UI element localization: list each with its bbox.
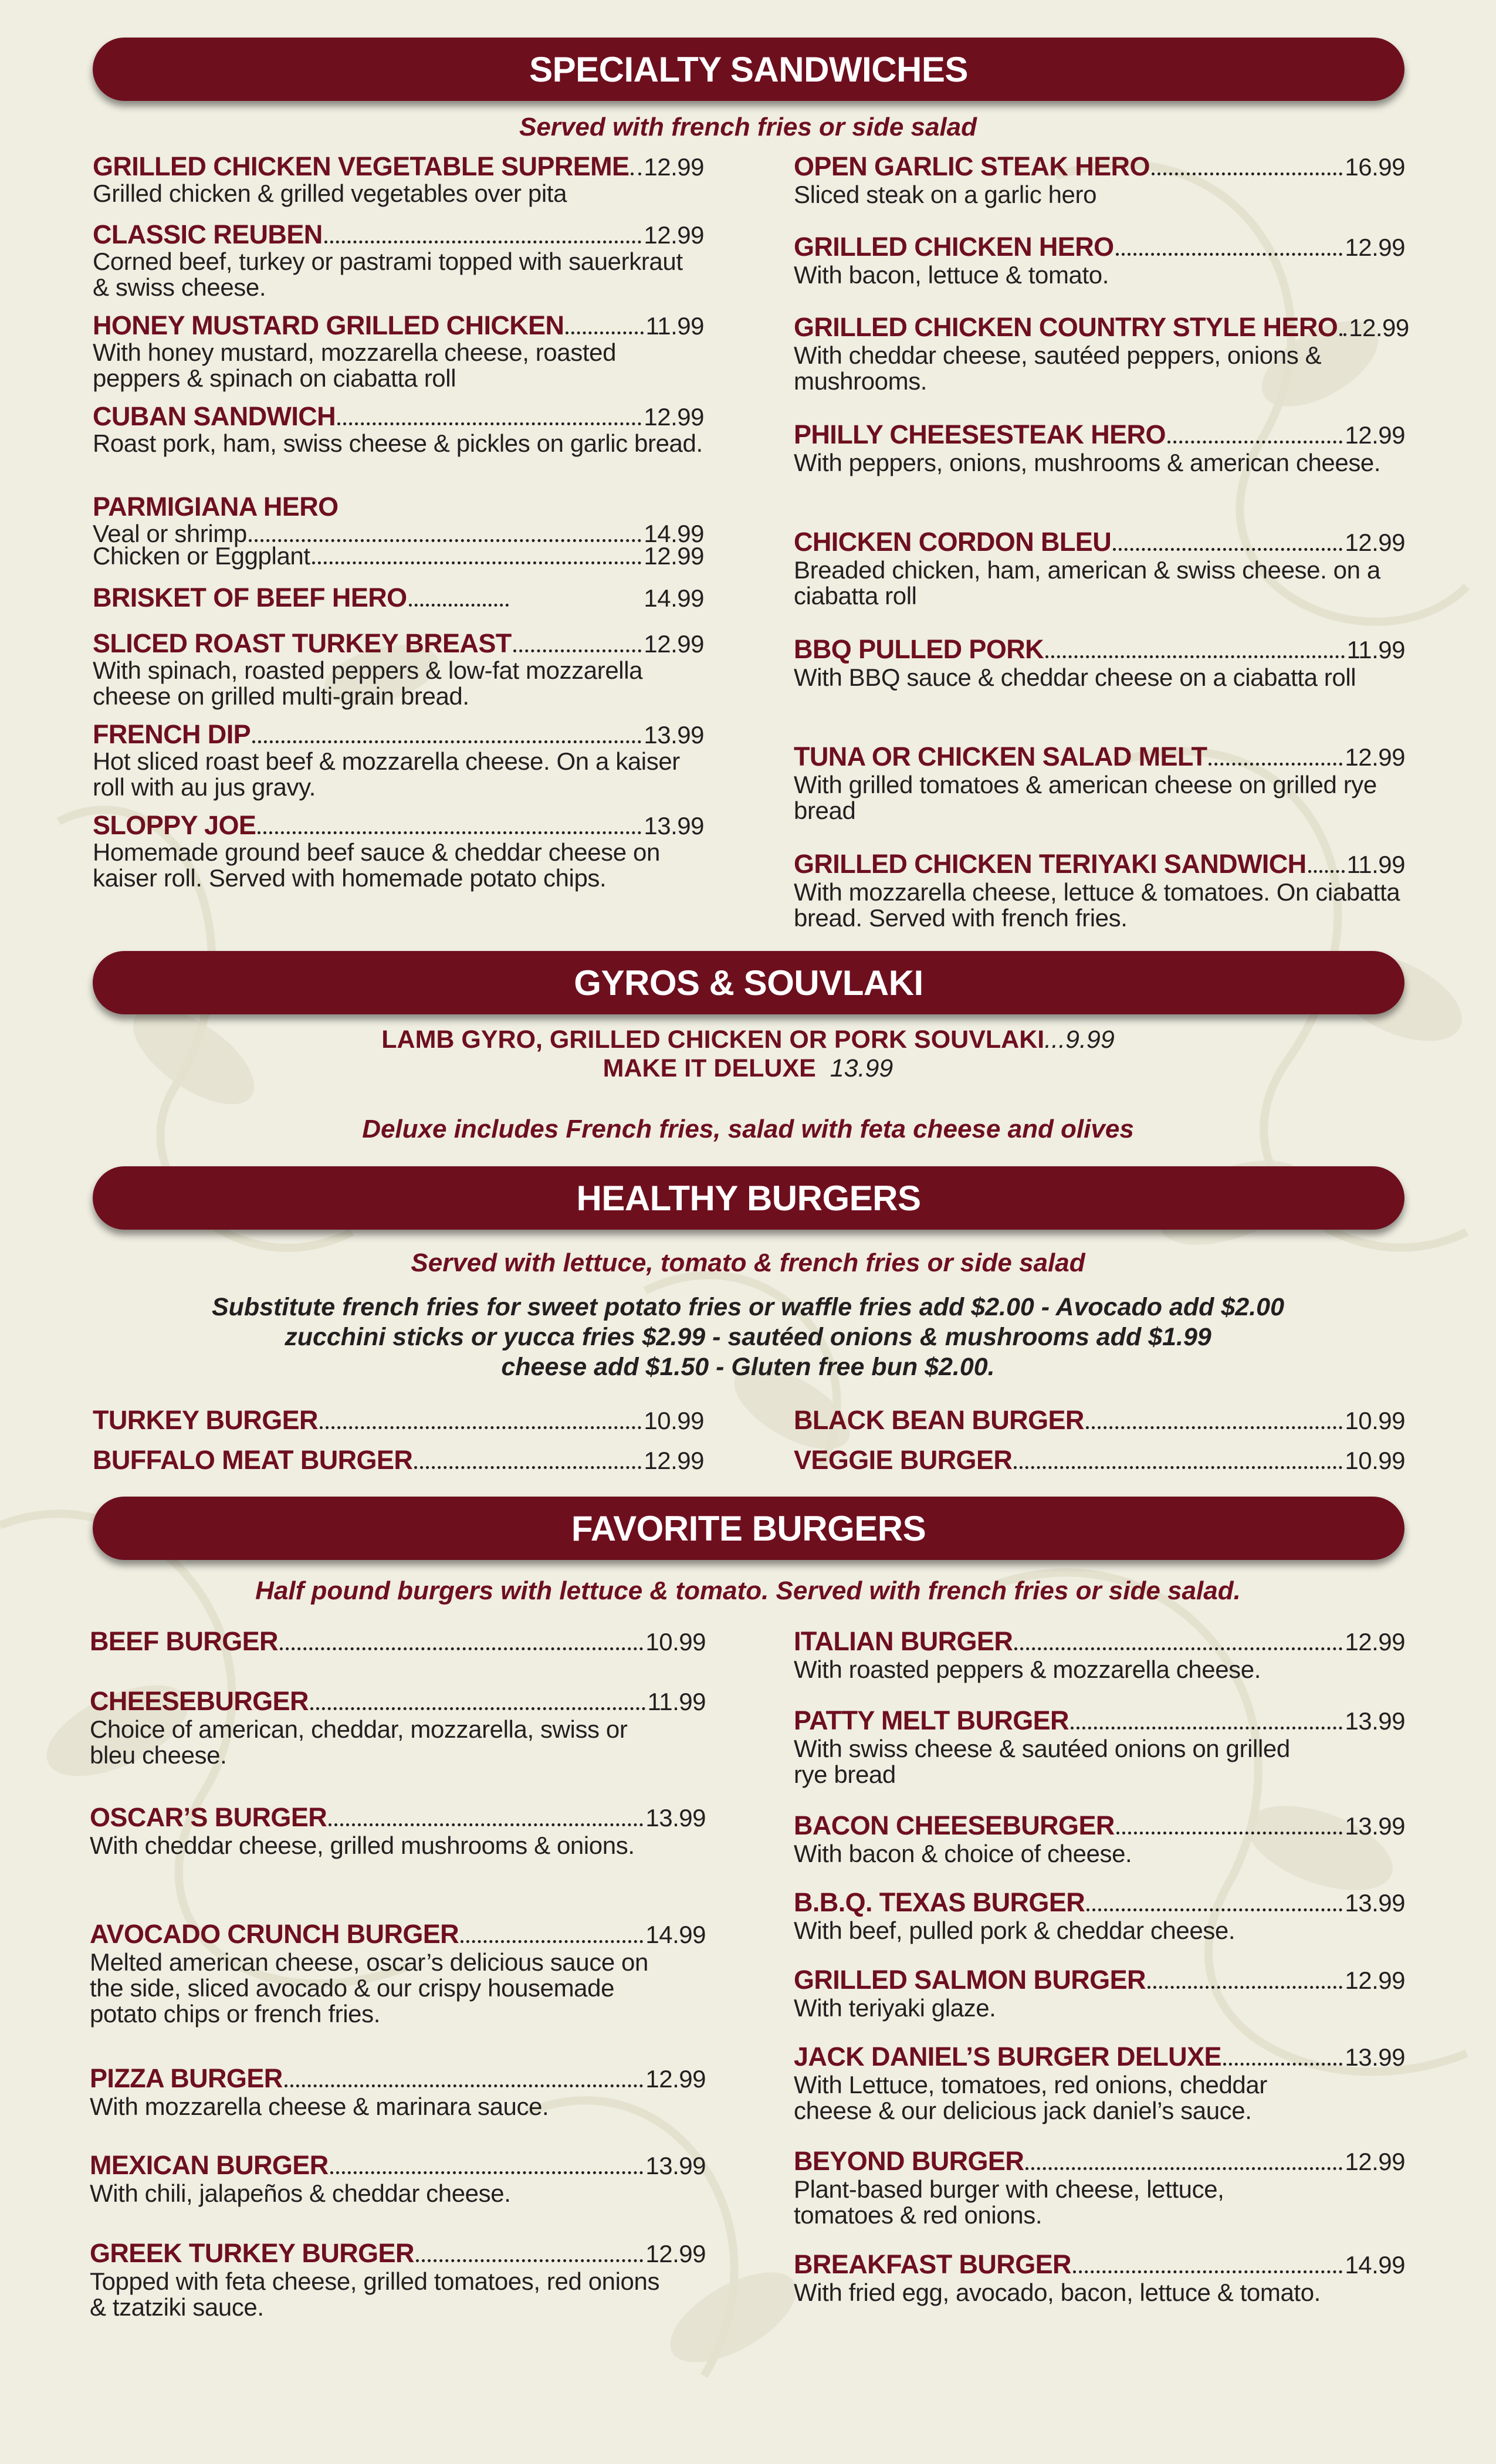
- menu-item: [93, 151, 704, 207]
- deluxe-line: [0, 1054, 1496, 1083]
- menu-item: [93, 492, 704, 570]
- menu-item: [90, 1686, 706, 1768]
- item-price: 13.99: [1345, 2043, 1405, 2071]
- menu-item: [93, 219, 704, 300]
- item-name: OSCAR’S BURGER: [90, 1802, 327, 1832]
- dot-leader: [312, 561, 642, 564]
- item-name: TUNA OR CHICKEN SALAD MELT: [794, 742, 1207, 771]
- menu-item: [93, 719, 704, 800]
- dot-leader: [324, 241, 642, 243]
- item-description: Breaded chicken, ham, american & swiss cheese. on a ciabatta roll: [794, 556, 1380, 610]
- item-description: With roasted peppers & mozzarella cheese.: [794, 1656, 1261, 1683]
- menu-item: [794, 151, 1405, 208]
- item-name: SLOPPY JOE: [93, 810, 256, 840]
- item-price: 14.99: [644, 584, 704, 612]
- menu-item: [90, 2150, 706, 2206]
- dot-leader: [337, 422, 641, 425]
- item-description: With beef, pulled pork & cheddar cheese.: [794, 1917, 1236, 1944]
- dot-leader: [409, 604, 509, 607]
- menu-item: [794, 2042, 1405, 2124]
- menu-item: [794, 312, 1409, 395]
- menu-item: [93, 1405, 704, 1436]
- item-price: 13.99: [1345, 1812, 1405, 1840]
- menu-item: [794, 527, 1405, 609]
- item-name: BACON CHEESEBURGER: [794, 1810, 1115, 1840]
- menu-item: [90, 2063, 706, 2120]
- item-price: 12.99: [1349, 314, 1409, 341]
- item-price: 10.99: [1345, 1407, 1405, 1434]
- item-name: HONEY MUSTARD GRILLED CHICKEN: [93, 310, 564, 340]
- banner-favorite-burgers: [93, 1497, 1404, 1560]
- item-name: BRISKET OF BEEF HERO: [93, 583, 407, 612]
- item-price: 12.99: [1345, 743, 1405, 771]
- dot-leader: [1014, 1647, 1342, 1650]
- menu-item: [794, 1445, 1405, 1475]
- item-description: With mozzarella cheese & marinara sauce.: [90, 2093, 549, 2120]
- item-description: With fried egg, avocado, bacon, lettuce & tomato.: [794, 2279, 1321, 2306]
- dot-leader: [252, 740, 641, 743]
- deluxe-item: MAKE IT DELUXE: [603, 1054, 816, 1082]
- item-description: With teriyaki glaze.: [794, 1994, 996, 2022]
- substitution-note: Substitute french fries for sweet potato fries or waffle fries add $2.00 - Avocado add $2.00: [211, 1293, 1284, 1321]
- section-subtitle: Served with lettuce, tomato & french fries or side salad: [411, 1248, 1085, 1277]
- item-name: BUFFALO MEAT BURGER: [93, 1445, 413, 1475]
- item-description: Plant-based burger with cheese, lettuce, tomatoes & red onions.: [794, 2175, 1224, 2229]
- item-price: 11.99: [645, 312, 704, 340]
- section-title: HEALTHY BURGERS: [576, 1178, 921, 1218]
- substitution-note: cheese add $1.50 - Gluten free bun $2.00.: [501, 1353, 995, 1381]
- dot-leader: [631, 172, 641, 175]
- item-description: Choice of american, cheddar, mozzarella, swiss or bleu cheese.: [90, 1715, 628, 1769]
- item-name: PATTY MELT BURGER: [794, 1705, 1069, 1735]
- item-name: GRILLED CHICKEN COUNTRY STYLE HERO: [794, 312, 1338, 342]
- item-description: Roast pork, ham, swiss cheese & pickles on garlic bread.: [93, 429, 703, 457]
- item-name: FRENCH DIP: [93, 719, 251, 749]
- dot-leader: [566, 331, 643, 334]
- dot-leader: [1045, 655, 1344, 658]
- item-price: 12.99: [644, 153, 704, 181]
- dot-leader: [414, 1466, 641, 1469]
- item-description: Corned beef, turkey or pastrami topped with sauerkraut & swiss cheese.: [93, 248, 683, 301]
- item-price: 11.99: [1346, 851, 1405, 878]
- item-name: BBQ PULLED PORK: [794, 634, 1044, 664]
- substitution-note: zucchini sticks or yucca fries $2.99 - sautéed onions & mushrooms add $1.99: [285, 1323, 1211, 1351]
- item-price: 12.99: [645, 2065, 706, 2093]
- item-name: AVOCADO CRUNCH BURGER: [90, 1919, 459, 1949]
- gyro-note: Deluxe includes French fries, salad with feta cheese and olives: [362, 1115, 1134, 1143]
- menu-item: [93, 401, 704, 456]
- item-price: 12.99: [1345, 2148, 1405, 2175]
- dot-leader: [1223, 2063, 1342, 2066]
- item-price: 13.99: [645, 1804, 706, 1832]
- dot-leader: [416, 2259, 644, 2262]
- item-description: With chili, jalapeños & cheddar cheese.: [90, 2179, 511, 2207]
- item-price: 13.99: [644, 812, 704, 840]
- dot-leader: [1116, 253, 1343, 256]
- menu-item: [90, 2238, 706, 2320]
- item-description: With BBQ sauce & cheddar cheese on a ciabatta roll: [794, 664, 1356, 691]
- item-description: With cheddar cheese, sautéed peppers, onions & mushrooms.: [794, 341, 1322, 395]
- item-name: GREEK TURKEY BURGER: [90, 2238, 414, 2268]
- dot-leader: [513, 649, 642, 652]
- item-price: 13.99: [1345, 1707, 1405, 1735]
- item-description: Topped with feta cheese, grilled tomatoes, red onions & tzatziki sauce.: [90, 2267, 660, 2321]
- item-description: Sliced steak on a garlic hero: [794, 181, 1097, 208]
- dot-leader: [1071, 1727, 1342, 1729]
- item-price: 10.99: [1345, 1447, 1405, 1474]
- item-description: With peppers, onions, mushrooms & american cheese.: [794, 449, 1381, 476]
- menu-item: [93, 810, 704, 891]
- menu-item: [90, 1802, 706, 1859]
- dot-leader: [1209, 763, 1342, 766]
- item-price: 12.99: [644, 630, 704, 658]
- banner-healthy-burgers: [93, 1166, 1404, 1230]
- dot-leader: [1339, 333, 1346, 336]
- dot-leader: [330, 2171, 644, 2174]
- menu-item: [90, 1919, 706, 2027]
- dot-leader: [1086, 1426, 1343, 1429]
- dot-leader: [1308, 870, 1345, 873]
- item-name: PIZZA BURGER: [90, 2063, 283, 2093]
- item-price: 14.99: [645, 1921, 706, 1948]
- banner-specialty-sandwiches: [93, 38, 1404, 101]
- item-name: OPEN GARLIC STEAK HERO: [794, 151, 1150, 181]
- item-price: 14.99: [1345, 2251, 1405, 2279]
- item-name: GRILLED CHICKEN TERIYAKI SANDWICH: [794, 849, 1307, 879]
- item-price: 12.99: [644, 403, 704, 431]
- dot-leader: [461, 1940, 643, 1943]
- section-title: GYROS & SOUVLAKI: [574, 963, 923, 1003]
- item-name: GRILLED SALMON BURGER: [794, 1965, 1146, 1995]
- gyro-line: [0, 1025, 1496, 1054]
- item-description: Hot sliced roast beef & mozzarella cheese. On a kaiser roll with au jus gravy.: [93, 747, 680, 801]
- dot-leader: [1167, 441, 1343, 444]
- menu-item: [794, 742, 1405, 824]
- item-name: B.B.Q. TEXAS BURGER: [794, 1887, 1085, 1917]
- dot-leader: [329, 1823, 643, 1826]
- dot-leader: [1116, 1832, 1343, 1835]
- item-description: With spinach, roasted peppers & low-fat mozzarella cheese on grilled multi-grain bread.: [93, 656, 643, 710]
- item-name: BEEF BURGER: [90, 1626, 278, 1656]
- dot-leader: [280, 1647, 643, 1650]
- item-name: BLACK BEAN BURGER: [794, 1405, 1084, 1435]
- item-description: With bacon & choice of cheese.: [794, 1840, 1132, 1867]
- menu-item: [794, 2249, 1405, 2306]
- banner-gyros-souvlaki: [93, 951, 1404, 1014]
- item-name: PARMIGIANA HERO: [93, 492, 339, 522]
- item-description: Melted american cheese, oscar’s delicious sauce on the side, sliced avocado & our crispy housemade potato chips or french fries.: [90, 1948, 648, 2028]
- dot-leader: [1073, 2270, 1342, 2273]
- item-price: 12.99: [1345, 1967, 1405, 1994]
- item-price: 13.99: [645, 2152, 706, 2179]
- item-price: 12.99: [1345, 529, 1405, 556]
- menu-item: [93, 628, 704, 709]
- menu-item: [794, 2146, 1405, 2228]
- gyro-item: LAMB GYRO, GRILLED CHICKEN OR PORK SOUVLAKI: [381, 1025, 1045, 1054]
- item-description: With Lettuce, tomatoes, red onions, cheddar cheese & our delicious jack daniel’s sauce.: [794, 2071, 1267, 2124]
- menu-item: [93, 1445, 704, 1475]
- item-name: GRILLED CHICKEN HERO: [794, 232, 1114, 262]
- dot-leader: [258, 831, 641, 834]
- item-price: 14.99: [644, 520, 704, 547]
- menu-item: [93, 310, 704, 391]
- item-option: Chicken or Eggplant: [93, 542, 310, 570]
- menu-item: [794, 1405, 1405, 1436]
- item-description: With honey mustard, mozzarella cheese, roasted peppers & spinach on ciabatta roll: [93, 339, 617, 392]
- item-price: 13.99: [644, 721, 704, 749]
- dot-leader: [320, 1426, 641, 1429]
- item-price: 12.99: [645, 2240, 706, 2267]
- section-subtitle: Served with french fries or side salad: [519, 113, 977, 141]
- item-name: BEYOND BURGER: [794, 2146, 1024, 2176]
- item-price: 12.99: [1345, 1628, 1405, 1656]
- item-name: CLASSIC REUBEN: [93, 219, 323, 249]
- item-description: With grilled tomatoes & american cheese on grilled rye bread: [794, 771, 1377, 824]
- dot-leader: [285, 2084, 644, 2087]
- item-price: 12.99: [1345, 421, 1405, 449]
- section-title: FAVORITE BURGERS: [571, 1508, 926, 1548]
- item-name: GRILLED CHICKEN VEGETABLE SUPREME: [93, 151, 629, 181]
- item-description: Homemade ground beef sauce & cheddar cheese on kaiser roll. Served with homemade potato chips.: [93, 838, 660, 892]
- dot-leader: [1025, 2167, 1342, 2170]
- menu-item: [93, 583, 704, 613]
- dot-leader: [310, 1707, 645, 1710]
- deluxe-price: 13.99: [830, 1054, 893, 1082]
- item-name: CUBAN SANDWICH: [93, 401, 336, 431]
- section-title: SPECIALTY SANDWICHES: [529, 49, 968, 89]
- item-name: ITALIAN BURGER: [794, 1626, 1013, 1656]
- item-price: 12.99: [644, 542, 704, 570]
- item-description: With bacon, lettuce & tomato.: [794, 261, 1109, 289]
- dot-leader: [1152, 172, 1343, 175]
- item-price: 12.99: [644, 1447, 704, 1474]
- item-description: With swiss cheese & sautéed onions on grilled rye bread: [794, 1735, 1290, 1788]
- item-price: 12.99: [644, 221, 704, 249]
- item-description: Grilled chicken & grilled vegetables over pita: [93, 180, 567, 207]
- item-name: SLICED ROAST TURKEY BREAST: [93, 628, 512, 658]
- item-name: PHILLY CHEESESTEAK HERO: [794, 419, 1166, 449]
- item-description: With cheddar cheese, grilled mushrooms & onions.: [90, 1832, 635, 1859]
- gyro-price: ...9.99: [1044, 1025, 1115, 1054]
- menu-item: [794, 232, 1405, 288]
- item-name: JACK DANIEL’S BURGER DELUXE: [794, 2042, 1221, 2072]
- menu-item: [90, 1626, 706, 1657]
- item-name: BREAKFAST BURGER: [794, 2249, 1071, 2279]
- section-subtitle: Half pound burgers with lettuce & tomato. Served with french fries or side salad.: [255, 1576, 1241, 1605]
- item-name: VEGGIE BURGER: [794, 1445, 1013, 1475]
- menu-item: [794, 1965, 1405, 2021]
- item-price: 12.99: [1345, 233, 1405, 261]
- item-price: 10.99: [644, 1407, 704, 1434]
- item-name: CHEESEBURGER: [90, 1686, 309, 1716]
- menu-item: [794, 1810, 1405, 1867]
- item-price: 11.99: [647, 1688, 706, 1715]
- item-name: TURKEY BURGER: [93, 1405, 318, 1435]
- item-option: Veal or shrimp: [93, 520, 247, 547]
- item-name: MEXICAN BURGER: [90, 2150, 329, 2180]
- item-price: 16.99: [1345, 153, 1405, 181]
- item-price: 10.99: [645, 1628, 706, 1656]
- item-price: 11.99: [1346, 636, 1405, 664]
- menu-item: [794, 419, 1405, 476]
- menu-item: [794, 634, 1405, 691]
- menu-item: [794, 1705, 1405, 1788]
- menu-item: [794, 1626, 1405, 1683]
- dot-leader: [1148, 1986, 1343, 1989]
- dot-leader: [1113, 548, 1342, 551]
- dot-leader: [1087, 1908, 1342, 1911]
- item-name: CHICKEN CORDON BLEU: [794, 527, 1112, 557]
- item-description: With mozzarella cheese, lettuce & tomatoes. On ciabatta bread. Served with french fries.: [794, 878, 1400, 932]
- menu-item: [794, 1887, 1405, 1944]
- item-price: 13.99: [1345, 1889, 1405, 1917]
- menu-item: [794, 849, 1405, 931]
- dot-leader: [1014, 1466, 1342, 1469]
